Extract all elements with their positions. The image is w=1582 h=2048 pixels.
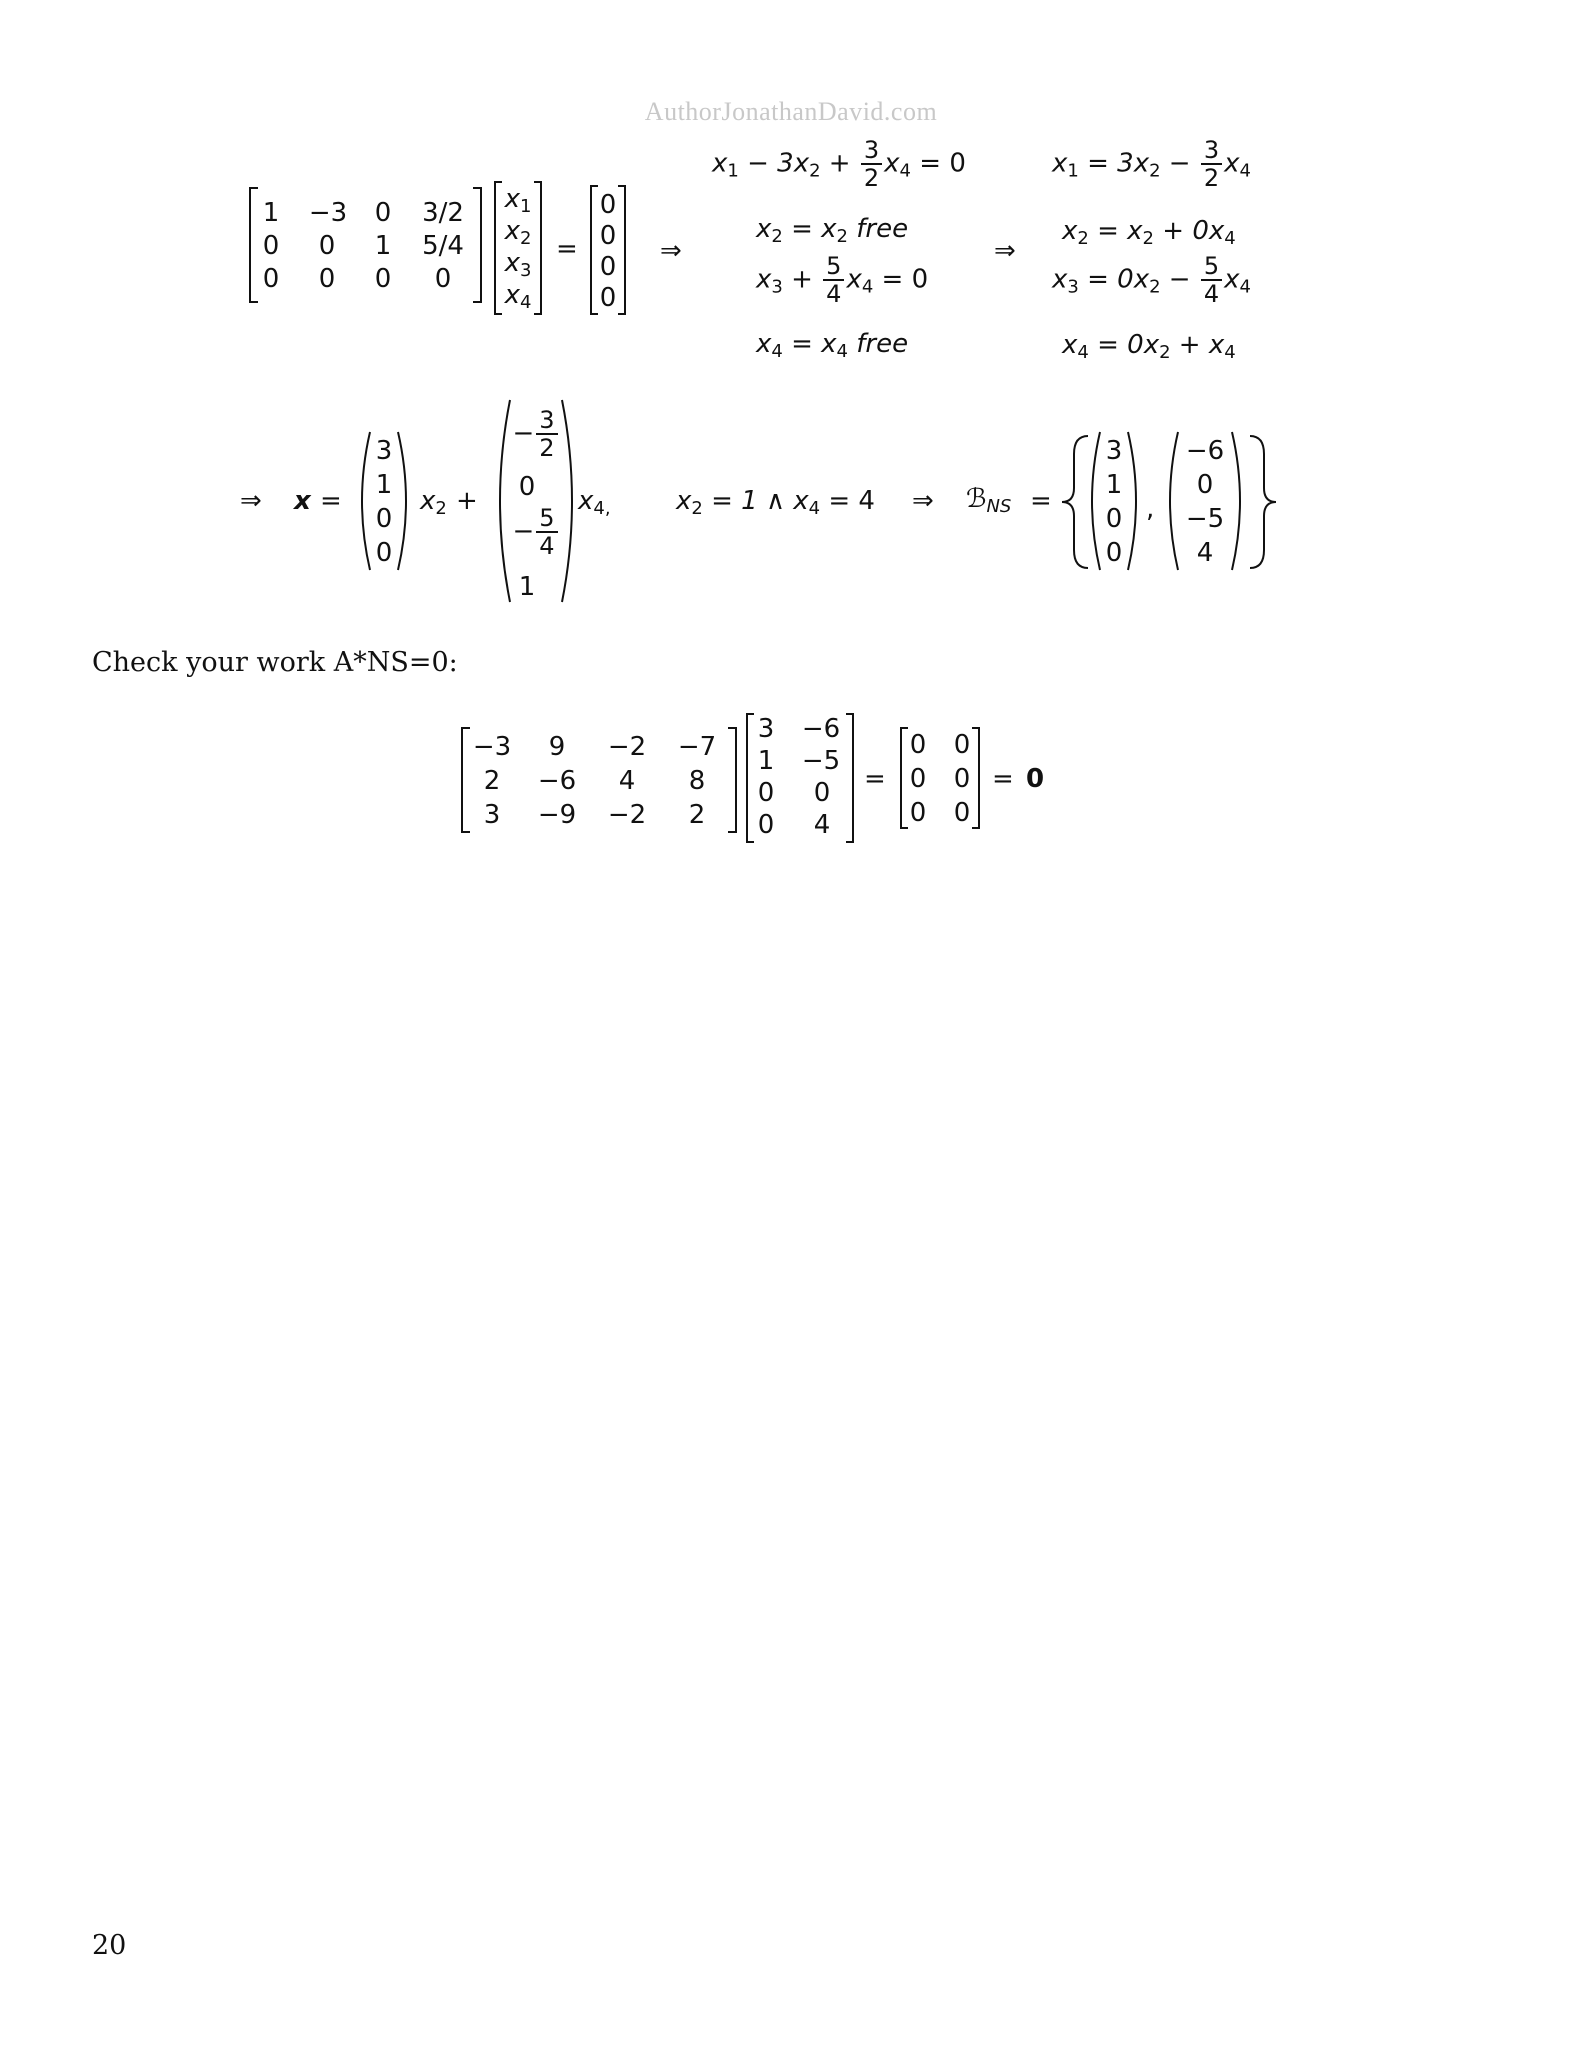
matrix-A <box>460 726 738 834</box>
vector-entry: 1 <box>518 572 536 602</box>
rref-cell: 0 <box>434 264 452 294</box>
fraction: $\frac{5}{4}$ <box>823 254 844 306</box>
right-brace <box>1244 432 1280 572</box>
vector-entry: 0 <box>1105 504 1123 534</box>
zero-vector <box>588 184 628 316</box>
matrix-A-cell: −2 <box>607 800 647 830</box>
matrix-A-cell: 9 <box>548 732 566 762</box>
zero-vector-entry: 0 <box>599 221 617 251</box>
matrix-NS-cell: 4 <box>813 810 831 840</box>
equals-sign: = <box>320 486 342 516</box>
system-eq2: $x_2 = x_2$ free <box>756 214 909 247</box>
basis-label: ℬ$_{NS}$ <box>966 484 1012 517</box>
vector-entry: 0 <box>518 472 536 502</box>
fraction: $\frac{3}{2}$ <box>536 408 557 460</box>
rref-cell: 1 <box>374 231 392 261</box>
implies-arrow: ⇒ <box>912 486 934 516</box>
fraction: $\frac{5}{4}$ <box>536 506 557 558</box>
vector-entry: 3 <box>1105 436 1123 466</box>
rref-cell: 1 <box>262 198 280 228</box>
vector-entry: 1 <box>375 470 393 500</box>
matrix-A-cell: −2 <box>607 732 647 762</box>
vector-entry: 0 <box>375 504 393 534</box>
vector-entry: 0 <box>375 538 393 568</box>
zero-matrix-cell: 0 <box>909 730 927 760</box>
x-vector <box>492 180 544 316</box>
system-eq4: $x_4 = x_4$ free <box>756 329 909 362</box>
comma: , <box>1146 494 1155 524</box>
matrix-A-cell: −7 <box>677 732 717 762</box>
zero-vector-entry: 0 <box>599 283 617 313</box>
x-vector-entry: $x_4$ <box>504 280 532 313</box>
vector-entry: − $\frac{5}{4}$ <box>510 506 562 558</box>
x-vector-entry: $x_2$ <box>504 216 532 249</box>
param-eq3: $x_3 = 0x_2$ − $\frac{5}{4}$ $x_4$ <box>1052 252 1251 308</box>
equals-sign: = <box>556 234 578 264</box>
vector-entry: 1 <box>1105 470 1123 500</box>
free-variable-choice: $x_2 = 1$ ∧ $x_4 = 4$ <box>676 486 875 519</box>
rref-cell: 3/2 <box>422 198 464 228</box>
system-eq3: $x_3$ + $\frac{5}{4}$ $x_4 = 0$ <box>756 252 929 308</box>
rref-cell: −3 <box>308 198 348 228</box>
implies-arrow: ⇒ <box>240 486 262 516</box>
zero-vector-entry: 0 <box>599 252 617 282</box>
rref-cell: 0 <box>318 264 336 294</box>
plus-sign: + <box>456 486 478 516</box>
vector-entry: 4 <box>1196 538 1214 568</box>
watermark: AuthorJonathanDavid.com <box>644 97 938 126</box>
rref-cell: 0 <box>318 231 336 261</box>
fraction: $\frac{3}{2}$ <box>861 138 882 190</box>
param-eq2: $x_2 = x_2 + 0x_4$ <box>1062 216 1236 249</box>
x2-label: $x_2$ <box>420 486 447 519</box>
param-eq4: $x_4 = 0x_2 + x_4$ <box>1062 330 1236 363</box>
fraction: $\frac{3}{2}$ <box>1201 138 1222 190</box>
matrix-NS-cell: −6 <box>801 714 841 744</box>
vector-entry: −6 <box>1185 436 1225 466</box>
vector-entry: − $\frac{3}{2}$ <box>510 408 562 460</box>
matrix-NS-cell: 0 <box>813 778 831 808</box>
zero-bold: 0 <box>1026 764 1045 794</box>
matrix-A-cell: 2 <box>483 766 501 796</box>
zero-vector-entry: 0 <box>599 190 617 220</box>
zero-matrix-cell: 0 <box>909 764 927 794</box>
equals-sign: = <box>1030 486 1052 516</box>
matrix-NS-cell: 1 <box>757 746 775 776</box>
matrix-A-cell: 4 <box>618 766 636 796</box>
matrix-NS-cell: 0 <box>757 778 775 808</box>
matrix-A-cell: −3 <box>472 732 512 762</box>
vector-entry: 3 <box>375 436 393 466</box>
zero-matrix-cell: 0 <box>909 798 927 828</box>
x-vector-entry: $x_1$ <box>504 184 532 217</box>
rref-cell: 5/4 <box>422 231 464 261</box>
matrix-NS <box>744 712 856 844</box>
system-eq1: $x_1 - 3x_2$ + $\frac{3}{2}$ $x_4 = 0$ <box>712 136 966 192</box>
nullspace-vector-2 <box>488 398 584 604</box>
page-number: 20 <box>92 1930 127 1961</box>
x-bold: x <box>294 486 311 516</box>
vector-entry: 0 <box>1196 470 1214 500</box>
implies-arrow: ⇒ <box>660 236 682 266</box>
zero-matrix-cell: 0 <box>953 730 971 760</box>
equals-sign: = <box>864 764 886 794</box>
matrix-NS-cell: 0 <box>757 810 775 840</box>
fraction: $\frac{5}{4}$ <box>1201 254 1222 306</box>
matrix-NS-cell: 3 <box>757 714 775 744</box>
rref-cell: 0 <box>374 198 392 228</box>
vector-entry: −5 <box>1185 504 1225 534</box>
nullspace-vector-1 <box>352 430 416 572</box>
check-heading: Check your work A*NS=0: <box>92 647 458 678</box>
matrix-A-cell: 2 <box>688 800 706 830</box>
matrix-A-cell: −6 <box>537 766 577 796</box>
zero-matrix <box>898 726 982 830</box>
implies-arrow: ⇒ <box>994 236 1016 266</box>
basis-vector-1 <box>1082 430 1146 572</box>
matrix-A-cell: −9 <box>537 800 577 830</box>
zero-matrix-cell: 0 <box>953 798 971 828</box>
rref-matrix <box>248 186 483 304</box>
matrix-NS-cell: −5 <box>801 746 841 776</box>
x4-label: $x_{4,}$ <box>578 486 611 519</box>
param-eq1: $x_1 = 3x_2$ − $\frac{3}{2}$ $x_4$ <box>1052 136 1251 192</box>
rref-cell: 0 <box>374 264 392 294</box>
x-vector-entry: $x_3$ <box>504 248 532 281</box>
equals-sign: = <box>992 764 1014 794</box>
rref-cell: 0 <box>262 264 280 294</box>
matrix-A-cell: 3 <box>483 800 501 830</box>
vector-entry: 0 <box>1105 538 1123 568</box>
rref-cell: 0 <box>262 231 280 261</box>
matrix-A-cell: 8 <box>688 766 706 796</box>
basis-vector-2 <box>1160 430 1250 572</box>
zero-matrix-cell: 0 <box>953 764 971 794</box>
